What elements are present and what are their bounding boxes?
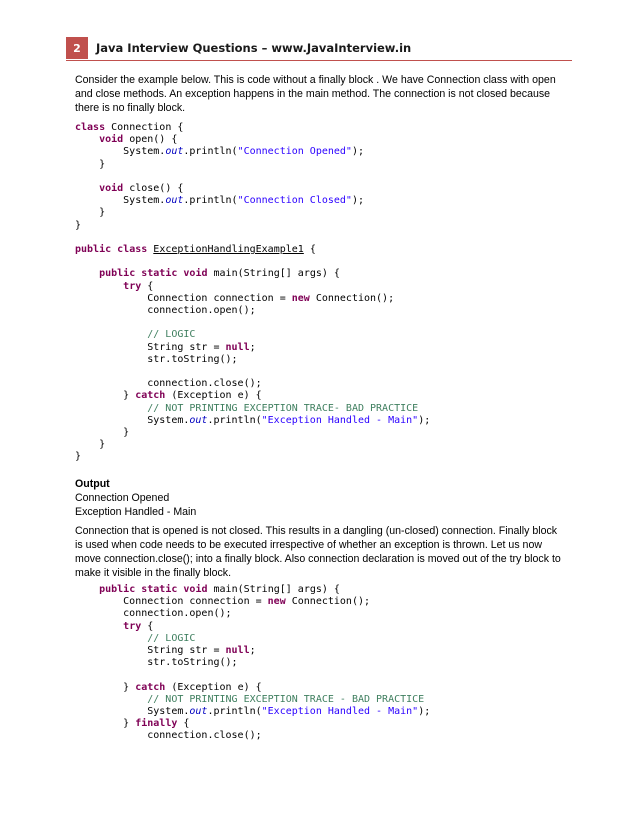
code-token: public — [75, 244, 112, 256]
code-line — [75, 596, 430, 608]
code-block-finally-example — [75, 584, 430, 743]
code-token: out — [165, 146, 184, 158]
code-line — [75, 183, 430, 195]
code-token: Connection connection = — [75, 596, 268, 608]
code-token: .println( — [207, 414, 262, 426]
code-token: } — [75, 427, 130, 439]
code-token: } — [75, 390, 136, 402]
code-token: .println( — [207, 706, 262, 718]
code-line — [75, 415, 430, 427]
code-token: out — [189, 706, 208, 718]
code-token: catch — [135, 681, 166, 693]
code-token: try — [123, 280, 142, 292]
code-token — [75, 281, 123, 292]
code-line — [75, 171, 430, 183]
code-token: try — [123, 620, 142, 632]
code-token: (Exception e) { — [165, 390, 262, 402]
code-line — [75, 439, 430, 451]
code-token: } — [75, 718, 136, 730]
code-line — [75, 268, 430, 280]
code-line — [75, 232, 430, 244]
code-token — [75, 268, 99, 279]
code-token: ); — [351, 146, 364, 158]
code-line — [75, 669, 430, 681]
code-line — [75, 134, 430, 146]
code-token: out — [189, 414, 208, 426]
code-line — [75, 403, 430, 415]
code-token: { — [141, 280, 154, 292]
code-token: static — [141, 268, 178, 280]
code-line — [75, 281, 430, 293]
code-token: public — [99, 268, 136, 280]
code-token: out — [165, 195, 184, 207]
code-token: void — [183, 584, 208, 595]
code-token: ExceptionHandlingExample1 — [153, 244, 304, 256]
code-line — [75, 195, 430, 207]
code-token — [75, 134, 99, 145]
code-token — [75, 694, 147, 705]
code-line — [75, 694, 430, 706]
code-line — [75, 122, 430, 134]
code-token: "Connection Opened" — [237, 146, 352, 158]
code-token: { — [141, 620, 154, 632]
code-token: ; — [249, 645, 256, 657]
code-token: connection.close(); — [75, 730, 262, 742]
code-token: } — [75, 158, 106, 170]
code-line — [75, 390, 430, 402]
code-line — [75, 146, 430, 158]
code-line — [75, 633, 430, 645]
code-token: // LOGIC — [147, 632, 196, 644]
code-token: } — [75, 219, 82, 231]
code-token: } — [75, 207, 106, 219]
code-token: .println( — [183, 195, 238, 207]
explanation-paragraph: Connection that is opened is not closed. This results in a dangling (un-closed) connection. Finally block is used when code needs to be executed irrespective of whether an exception is thrown. Let us now move connection.close(); into a finally block. Also connection declaration is moved out of the try block to make it visible in the finally block. — [75, 525, 561, 579]
code-line — [75, 256, 430, 268]
code-token: open() { — [123, 134, 178, 146]
code-line — [75, 730, 430, 742]
code-token: void — [183, 268, 208, 280]
code-token: main(String[] args) { — [207, 268, 340, 280]
code-token: .println( — [183, 146, 238, 158]
code-token: null — [225, 645, 250, 657]
code-line — [75, 366, 430, 378]
code-token: connection.close(); — [75, 378, 262, 390]
code-token: finally — [135, 718, 178, 730]
output-line: Connection Opened — [75, 492, 170, 504]
code-line — [75, 354, 430, 366]
output-section — [75, 477, 567, 519]
code-token: class — [75, 122, 106, 133]
code-token: connection.open(); — [75, 608, 232, 620]
code-line — [75, 657, 430, 669]
code-line — [75, 427, 430, 439]
code-token — [75, 183, 99, 194]
code-token: void — [99, 134, 124, 146]
code-token: String str = — [75, 645, 226, 657]
code-token: ; — [249, 341, 256, 353]
code-token: // NOT PRINTING EXCEPTION TRACE - BAD PRACTICE — [147, 693, 425, 705]
code-line — [75, 207, 430, 219]
code-line — [75, 706, 430, 718]
code-token: Connection { — [105, 122, 184, 133]
code-token: } — [75, 681, 136, 693]
code-line — [75, 244, 430, 256]
code-token: System. — [75, 146, 166, 158]
code-token: { — [177, 718, 190, 730]
code-token: static — [141, 584, 178, 595]
code-token: Connection(); — [309, 292, 395, 304]
code-line — [75, 329, 430, 341]
code-token: ); — [418, 706, 431, 718]
code-token — [75, 329, 147, 340]
intro-paragraph: Consider the example below. This is code without a finally block . We have Connection class with open and close methods. An exception happens in the main method. The connection is not closed because there is no finally block. — [75, 74, 556, 114]
code-token: new — [267, 596, 286, 608]
code-token: null — [225, 341, 250, 353]
page-header — [66, 36, 572, 61]
code-token: String str = — [75, 341, 226, 353]
code-token: new — [291, 292, 310, 304]
code-token: } — [75, 439, 106, 451]
code-token: connection.open(); — [75, 305, 256, 317]
code-token — [75, 621, 123, 632]
code-line — [75, 220, 430, 232]
code-token: ); — [418, 414, 431, 426]
code-token: // NOT PRINTING EXCEPTION TRACE- BAD PRACTICE — [147, 402, 419, 414]
code-token: Connection(); — [285, 596, 371, 608]
code-token: // LOGIC — [147, 329, 196, 341]
code-token — [75, 584, 99, 595]
code-token: public — [99, 584, 136, 595]
page-number: 2 — [66, 37, 88, 59]
code-line — [75, 342, 430, 354]
code-token: ); — [351, 195, 364, 207]
code-token: System. — [75, 195, 166, 207]
code-token: class — [117, 244, 148, 256]
code-token — [75, 633, 147, 644]
code-token: } — [75, 451, 82, 463]
code-token: catch — [135, 390, 166, 402]
code-token: str.toString(); — [75, 353, 238, 365]
code-token — [75, 403, 147, 414]
code-token: "Exception Handled - Main" — [261, 706, 419, 718]
output-line: Exception Handled - Main — [75, 506, 197, 518]
code-token: System. — [75, 414, 190, 426]
code-line — [75, 159, 430, 171]
code-token: Connection connection = — [75, 292, 292, 304]
code-line — [75, 378, 430, 390]
code-token: { — [303, 244, 316, 256]
code-line — [75, 584, 430, 596]
output-heading: Output — [75, 478, 110, 490]
code-line — [75, 718, 430, 730]
code-line — [75, 317, 430, 329]
code-line — [75, 451, 430, 463]
code-token: "Exception Handled - Main" — [261, 414, 419, 426]
code-line — [75, 608, 430, 620]
header-title: Java Interview Questions – www.JavaInterview.in — [96, 41, 412, 55]
code-token: close() { — [123, 183, 184, 195]
code-token: (Exception e) { — [165, 681, 262, 693]
code-token: main(String[] args) { — [207, 584, 340, 595]
code-line — [75, 682, 430, 694]
code-line — [75, 621, 430, 633]
code-token: System. — [75, 706, 190, 718]
code-token: void — [99, 183, 124, 195]
code-line — [75, 645, 430, 657]
code-block-connection-example — [75, 122, 430, 464]
code-line — [75, 305, 430, 317]
code-token: str.toString(); — [75, 657, 238, 669]
code-token: "Connection Closed" — [237, 195, 352, 207]
code-line — [75, 293, 430, 305]
